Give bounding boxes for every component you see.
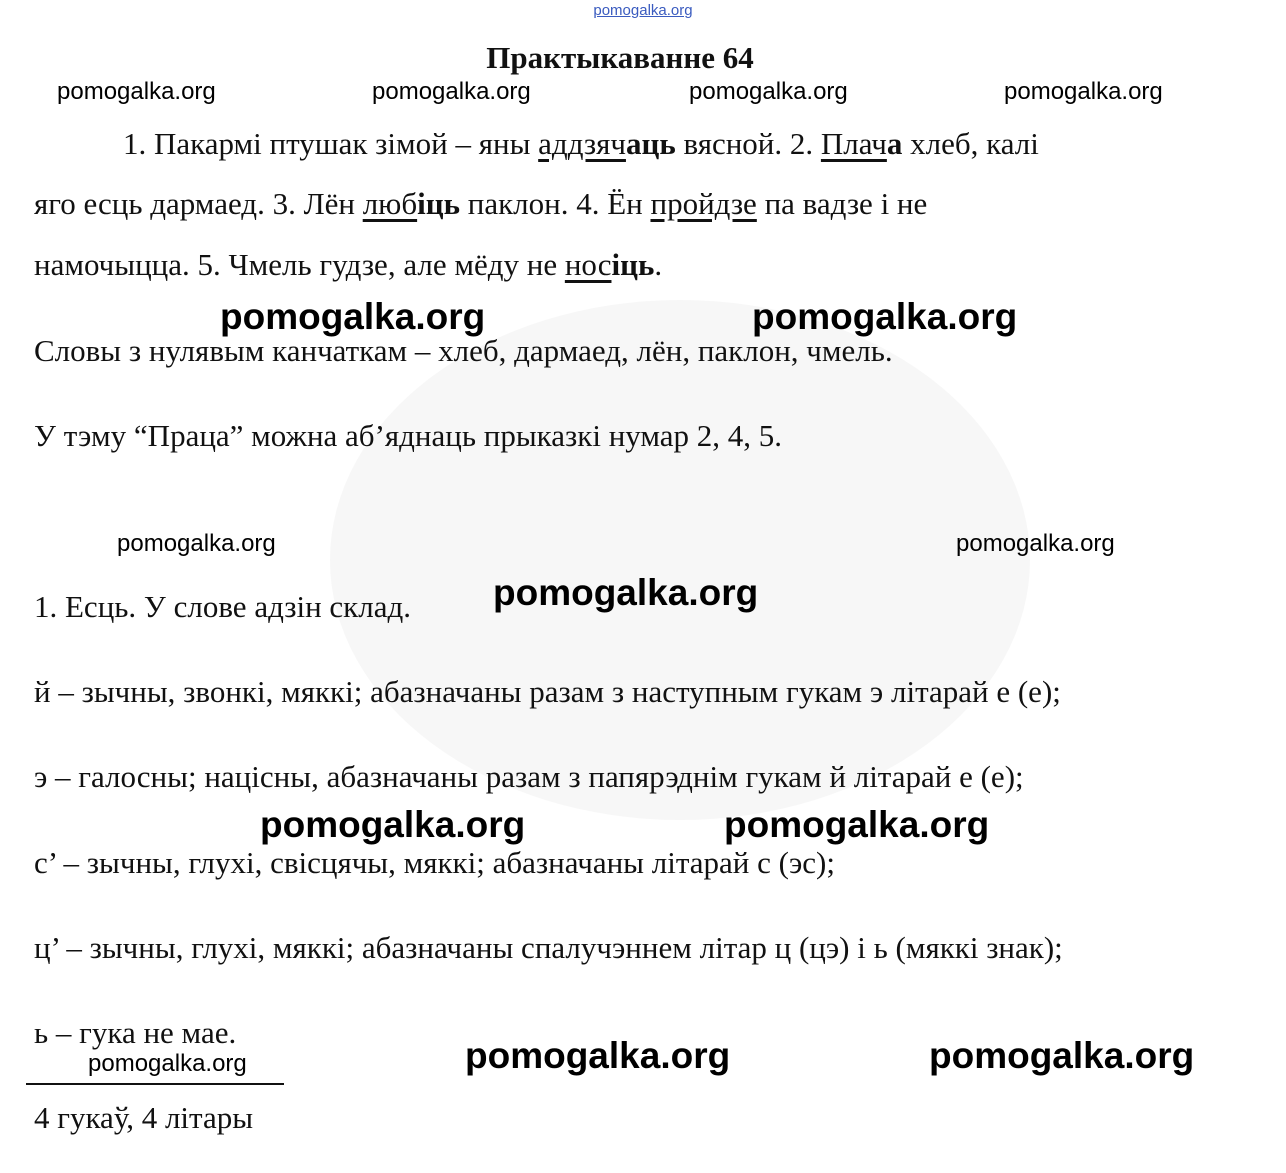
analysis-line-4: с’ – зычны, глухі, свісцячы, мяккі; абазначаны літарай с (эс); xyxy=(34,845,835,880)
watermark-text: pomogalka.org xyxy=(260,804,526,845)
zero-endings-line: Словы з нулявым канчаткам – хлеб, дармаед, лён, паклон, чмель. xyxy=(34,333,893,368)
watermark-text: pomogalka.org xyxy=(220,296,486,337)
word-stem: люб xyxy=(362,186,418,221)
word-stem: нос xyxy=(564,247,612,282)
analysis-line-3: э – галосны; націсны, абазначаны разам з папярэднім гукам й літарай е (е); xyxy=(34,759,1024,794)
watermark-text: pomogalka.org xyxy=(752,296,1018,337)
watermark-text: pomogalka.org xyxy=(88,1050,247,1077)
text-span: яго есць дармаед. 3. Лён xyxy=(34,186,363,221)
text-span: вясной. 2. xyxy=(675,126,821,161)
proverbs-line-1 xyxy=(123,126,1039,162)
fraction-rule xyxy=(26,1083,284,1085)
watermark-text: pomogalka.org xyxy=(465,1035,731,1076)
text-span: . xyxy=(654,247,663,282)
top-watermark[interactable]: pomogalka.org xyxy=(593,2,693,19)
text-span: намочыцца. 5. Чмель гудзе, але мёду не xyxy=(34,247,565,282)
text-span: па вадзе і не xyxy=(756,186,928,221)
text-span: хлеб, калі xyxy=(902,126,1039,161)
analysis-line-6: ь – гука не мае. xyxy=(34,1015,237,1050)
watermark-text: pomogalka.org xyxy=(689,78,848,105)
watermark-text: pomogalka.org xyxy=(724,804,990,845)
proverbs-line-3 xyxy=(34,247,662,283)
background-watermark xyxy=(330,300,1030,820)
text-span: 1. Пакармі птушак зімой – яны xyxy=(123,126,539,161)
analysis-line-2: й – зычны, звонкі, мяккі; абазначаны разам з наступным гукам э літарай е (е); xyxy=(34,674,1061,709)
watermark-text: pomogalka.org xyxy=(372,78,531,105)
proverbs-line-2 xyxy=(34,186,927,222)
page-title: Практыкаванне 64 xyxy=(486,40,754,75)
analysis-total: 4 гукаў, 4 літары xyxy=(34,1100,254,1135)
theme-line: У тэму “Праца” можна аб’яднаць прыказкі нумар 2, 4, 5. xyxy=(34,418,783,453)
word-ending: аць xyxy=(625,126,676,161)
watermark-text: pomogalka.org xyxy=(493,572,759,613)
watermark-text: pomogalka.org xyxy=(57,78,216,105)
watermark-text: pomogalka.org xyxy=(117,530,276,557)
word-ending: іць xyxy=(611,247,655,282)
analysis-line-5: ц’ – зычны, глухі, мяккі; абазначаны спалучэннем літар ц (цэ) і ь (мяккі знак); xyxy=(34,930,1063,965)
watermark-text: pomogalka.org xyxy=(929,1035,1195,1076)
word-stem: Плач xyxy=(820,126,887,161)
word-ending: іць xyxy=(417,186,460,221)
word-ending: а xyxy=(886,126,903,161)
watermark-text: pomogalka.org xyxy=(1004,78,1163,105)
word-stem: пройдзе xyxy=(650,186,757,221)
text-span: паклон. 4. Ён xyxy=(459,186,651,221)
word-stem: аддзяч xyxy=(538,126,626,161)
analysis-line-1: 1. Есць. У слове адзін склад. xyxy=(34,589,411,624)
watermark-text: pomogalka.org xyxy=(956,530,1115,557)
